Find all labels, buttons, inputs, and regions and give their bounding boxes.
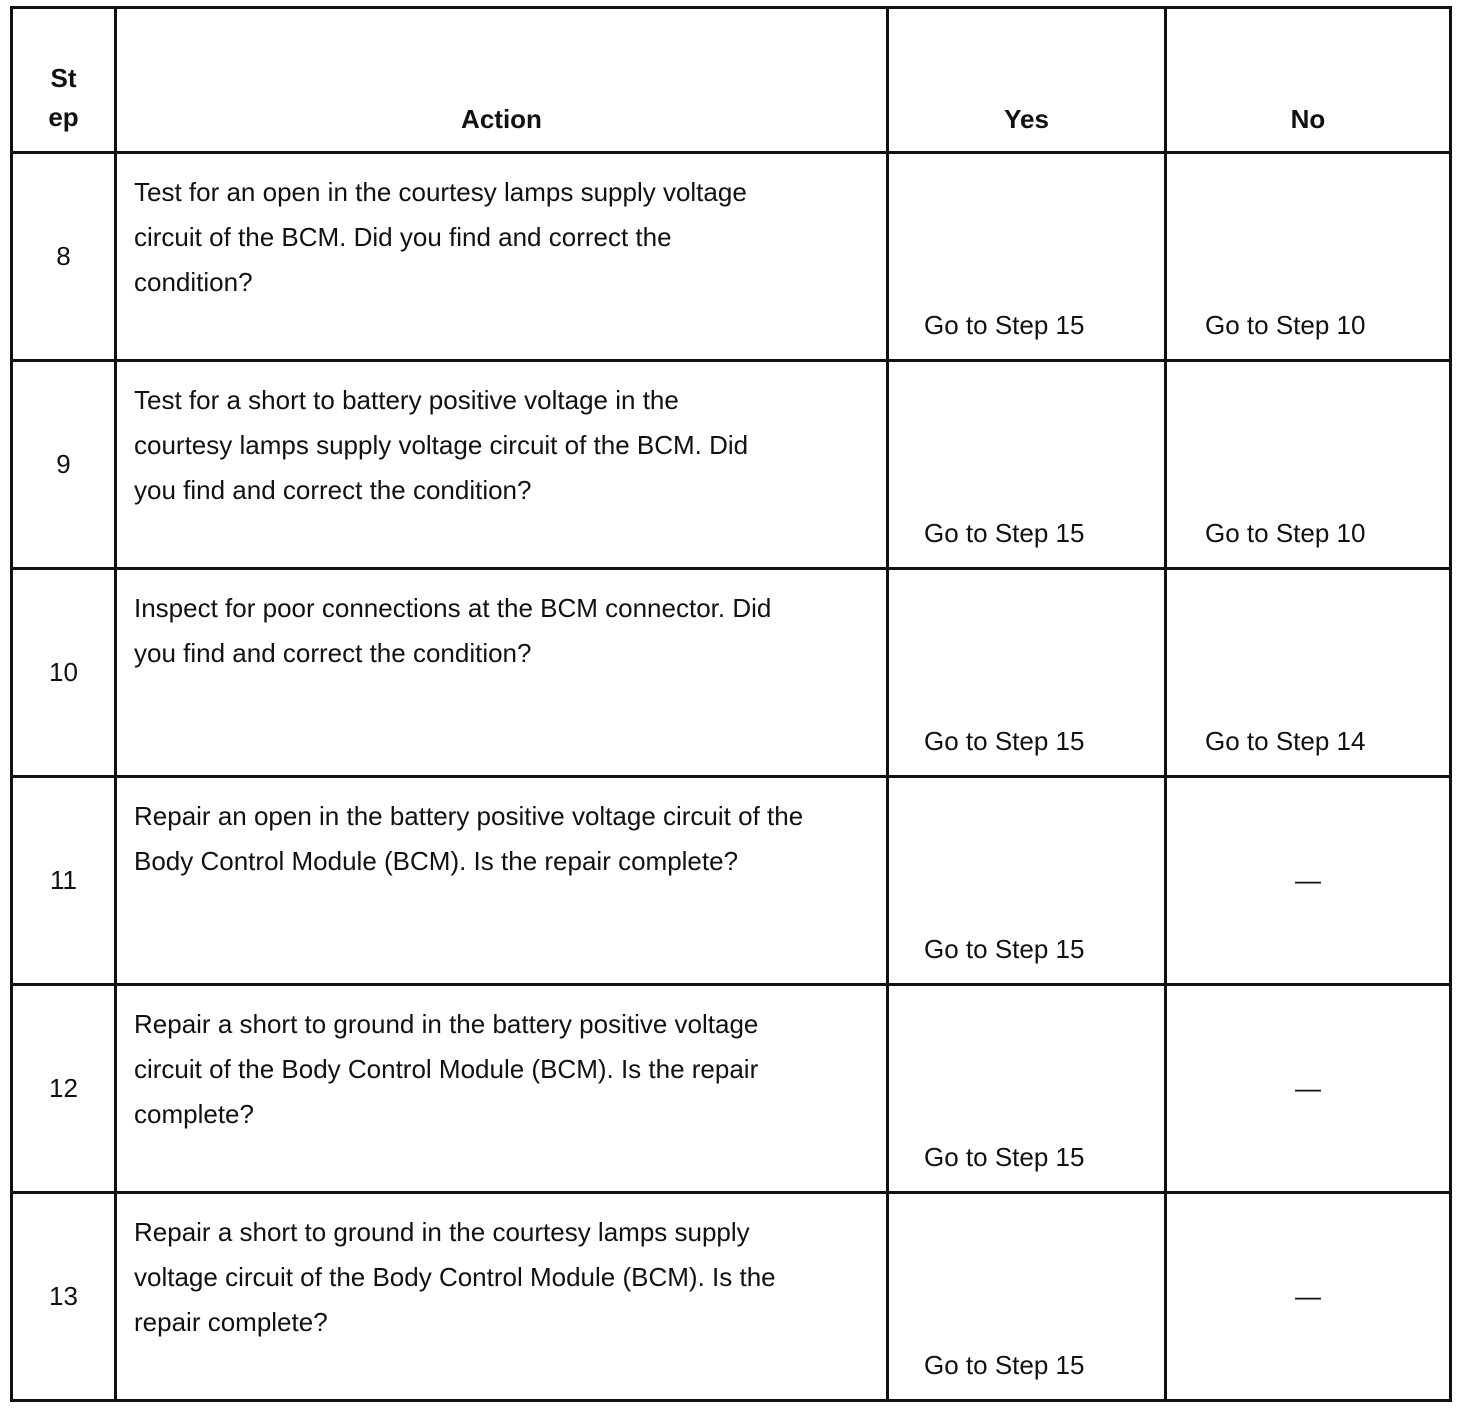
no-value: Go to Step 10 [1205,310,1366,340]
yes-value: Go to Step 15 [924,310,1085,340]
no-cell [1166,361,1451,569]
table-row [12,361,1451,569]
header-no: No [1166,8,1451,153]
yes-cell [888,985,1166,1193]
action-cell [116,361,888,569]
diagnostic-table [10,6,1452,1402]
action-text: Repair a short to ground in the courtesy lamps supply voltage circuit of the Body Control Module (BCM). Is the repair complete? [134,1217,776,1337]
yes-cell [888,361,1166,569]
action-cell [116,777,888,985]
no-value: — [1295,1281,1321,1311]
header-yes: Yes [888,8,1166,153]
action-cell [116,569,888,777]
yes-cell [888,569,1166,777]
yes-cell [888,1193,1166,1401]
no-value: Go to Step 14 [1205,726,1366,756]
no-cell [1166,777,1451,985]
action-text: Repair an open in the battery positive voltage circuit of the Body Control Module (BCM). Is the repair complete? [134,801,804,876]
action-text: Inspect for poor connections at the BCM connector. Did you find and correct the condition? [134,593,772,668]
yes-value: Go to Step 15 [924,726,1085,756]
yes-value: Go to Step 15 [924,518,1085,548]
no-cell [1166,1193,1451,1401]
header-step: St ep [12,8,116,153]
yes-value: Go to Step 15 [924,934,1085,964]
no-value: Go to Step 10 [1205,518,1366,548]
yes-value: Go to Step 15 [924,1142,1085,1172]
action-cell [116,153,888,361]
action-text: Test for a short to battery positive voltage in the courtesy lamps supply voltage circuit of the BCM. Did you find and correct the condition? [134,385,749,505]
table-row [12,985,1451,1193]
action-cell [116,985,888,1193]
action-text: Test for an open in the courtesy lamps supply voltage circuit of the BCM. Did you find and correct the condition? [134,177,747,297]
no-cell [1166,985,1451,1193]
table-row [12,1193,1451,1401]
step-number: 13 [12,1193,116,1401]
table-row [12,777,1451,985]
table-header-row [12,8,1451,153]
no-value: — [1295,865,1321,895]
step-number: 10 [12,569,116,777]
yes-value: Go to Step 15 [924,1350,1085,1380]
step-number: 12 [12,985,116,1193]
action-cell [116,1193,888,1401]
yes-cell [888,777,1166,985]
step-number: 9 [12,361,116,569]
no-value: — [1295,1073,1321,1103]
no-cell [1166,153,1451,361]
step-number: 8 [12,153,116,361]
table-row [12,569,1451,777]
header-action: Action [116,8,888,153]
action-text: Repair a short to ground in the battery positive voltage circuit of the Body Control Module (BCM). Is the repair complete? [134,1009,759,1129]
step-number: 11 [12,777,116,985]
table-row [12,153,1451,361]
no-cell [1166,569,1451,777]
yes-cell [888,153,1166,361]
